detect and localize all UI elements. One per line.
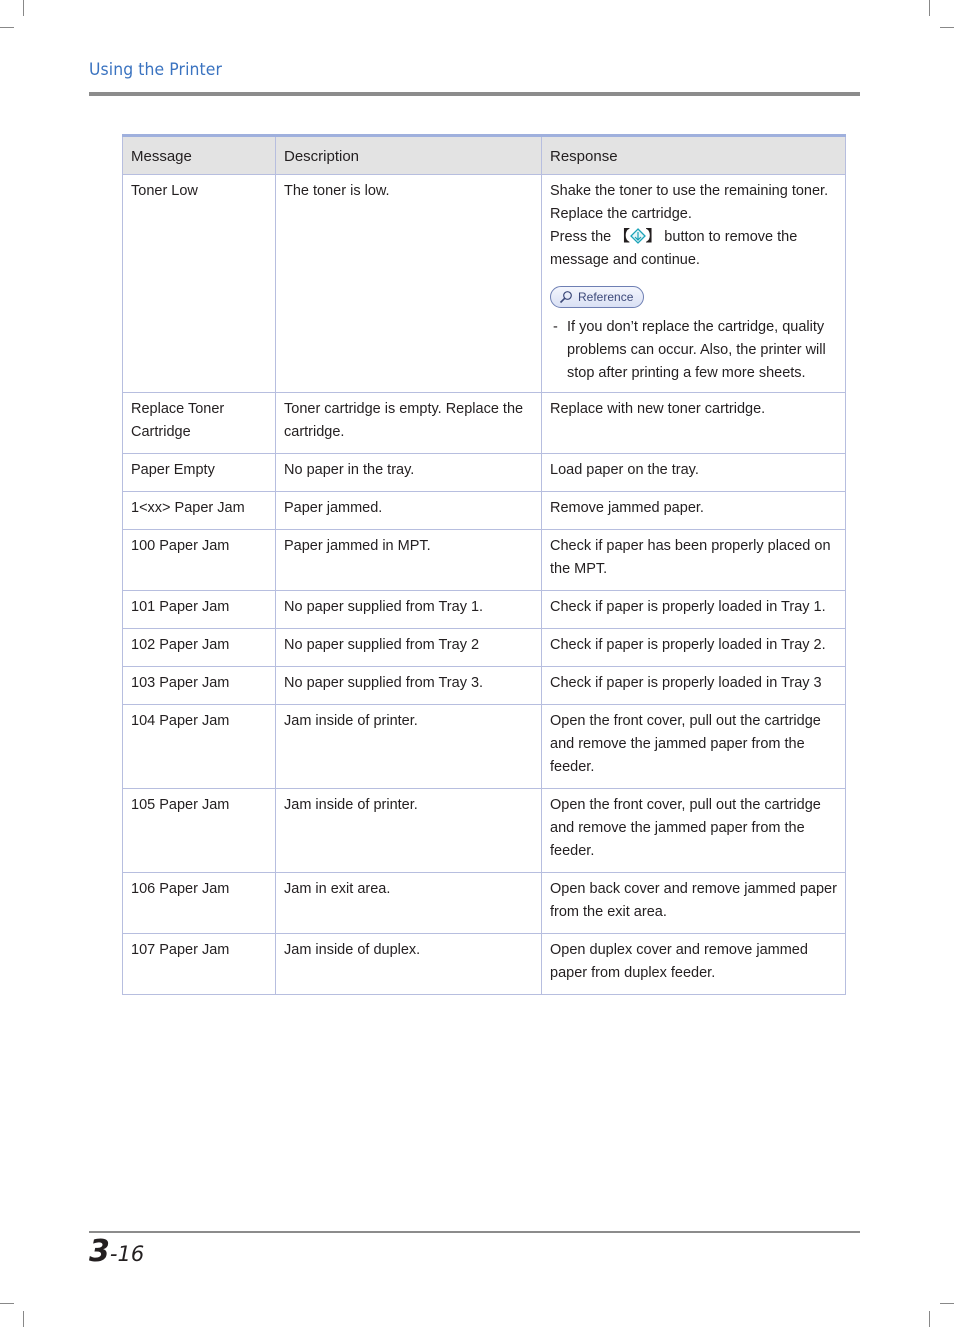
crop-mark <box>929 1311 930 1327</box>
description-cell: The toner is low. <box>276 175 542 393</box>
table-row <box>123 492 846 530</box>
description-cell: No paper supplied from Tray 1. <box>276 591 542 629</box>
description-cell: Jam inside of duplex. <box>276 934 542 995</box>
ok-button-glyph: 【 】 <box>615 229 661 245</box>
crop-mark <box>0 1303 14 1304</box>
chapter-number: 3 <box>89 1234 110 1269</box>
response-cell: Open the front cover, pull out the cartridge and remove the jammed paper from the feeder. <box>542 705 846 789</box>
page-header-title: Using the Printer <box>89 60 222 80</box>
crop-mark <box>23 0 24 16</box>
message-cell: 105 Paper Jam <box>123 789 276 873</box>
table-row <box>123 934 846 995</box>
description-cell: Toner cartridge is empty. Replace the cartridge. <box>276 393 542 454</box>
message-cell: 1<xx> Paper Jam <box>123 492 276 530</box>
message-cell: Toner Low <box>123 175 276 393</box>
reference-badge <box>550 286 644 308</box>
table-row <box>123 454 846 492</box>
table-row <box>123 175 846 393</box>
magnifier-icon <box>559 290 573 304</box>
description-cell: No paper supplied from Tray 3. <box>276 667 542 705</box>
response-cell: Check if paper has been properly placed on the MPT. <box>542 530 846 591</box>
message-cell: 107 Paper Jam <box>123 934 276 995</box>
message-cell: 104 Paper Jam <box>123 705 276 789</box>
response-cell: Check if paper is properly loaded in Tray 3 <box>542 667 846 705</box>
response-text: Press the <box>550 229 616 245</box>
message-cell: 101 Paper Jam <box>123 591 276 629</box>
column-header-response: Response <box>542 136 846 175</box>
description-cell: Jam inside of printer. <box>276 705 542 789</box>
header-divider <box>89 92 860 96</box>
table-row <box>123 591 846 629</box>
column-header-description: Description <box>276 136 542 175</box>
description-cell: Paper jammed in MPT. <box>276 530 542 591</box>
crop-mark <box>940 1303 954 1304</box>
page-suffix: -16 <box>109 1242 145 1266</box>
crop-mark <box>929 0 930 16</box>
message-cell: 106 Paper Jam <box>123 873 276 934</box>
message-cell: Paper Empty <box>123 454 276 492</box>
table-row <box>123 789 846 873</box>
table-row <box>123 393 846 454</box>
response-cell: Check if paper is properly loaded in Tray 2. <box>542 629 846 667</box>
description-cell: No paper supplied from Tray 2 <box>276 629 542 667</box>
response-cell: Open the front cover, pull out the cartridge and remove the jammed paper from the feeder. <box>542 789 846 873</box>
description-cell: Jam in exit area. <box>276 873 542 934</box>
response-cell: Remove jammed paper. <box>542 492 846 530</box>
response-cell: Check if paper is properly loaded in Tray 1. <box>542 591 846 629</box>
description-cell: Jam inside of printer. <box>276 789 542 873</box>
description-cell: No paper in the tray. <box>276 454 542 492</box>
message-cell: 100 Paper Jam <box>123 530 276 591</box>
response-cell: Load paper on the tray. <box>542 454 846 492</box>
crop-mark <box>0 27 14 28</box>
response-cell: Open back cover and remove jammed paper from the exit area. <box>542 873 846 934</box>
table-header-row <box>123 136 846 175</box>
message-cell: 102 Paper Jam <box>123 629 276 667</box>
response-press-line <box>550 226 837 272</box>
response-cell: Replace with new toner cartridge. <box>542 393 846 454</box>
crop-mark <box>23 1311 24 1327</box>
footer-divider <box>89 1231 860 1233</box>
response-text: button to remove the message and continue. <box>550 229 798 268</box>
reference-note <box>550 316 837 385</box>
response-cell <box>542 175 846 393</box>
error-message-table <box>122 134 846 995</box>
response-line: Shake the toner to use the remaining toner. <box>550 183 829 199</box>
table-row <box>123 705 846 789</box>
reference-label: Reference <box>578 290 634 304</box>
description-cell: Paper jammed. <box>276 492 542 530</box>
message-cell: Replace Toner Cartridge <box>123 393 276 454</box>
response-line: Replace the cartridge. <box>550 206 692 222</box>
response-cell: Open duplex cover and remove jammed paper from duplex feeder. <box>542 934 846 995</box>
crop-mark <box>940 27 954 28</box>
page-number <box>89 1234 144 1269</box>
note-dash: - <box>553 319 558 335</box>
table-row <box>123 629 846 667</box>
reference-note-text: If you don’t replace the cartridge, quality problems can occur. Also, the printer will stop after printing a few more sheets. <box>567 319 826 381</box>
table-row <box>123 667 846 705</box>
message-cell: 103 Paper Jam <box>123 667 276 705</box>
table-row <box>123 530 846 591</box>
column-header-message: Message <box>123 136 276 175</box>
diamond-button-icon <box>630 228 646 244</box>
table-row <box>123 873 846 934</box>
